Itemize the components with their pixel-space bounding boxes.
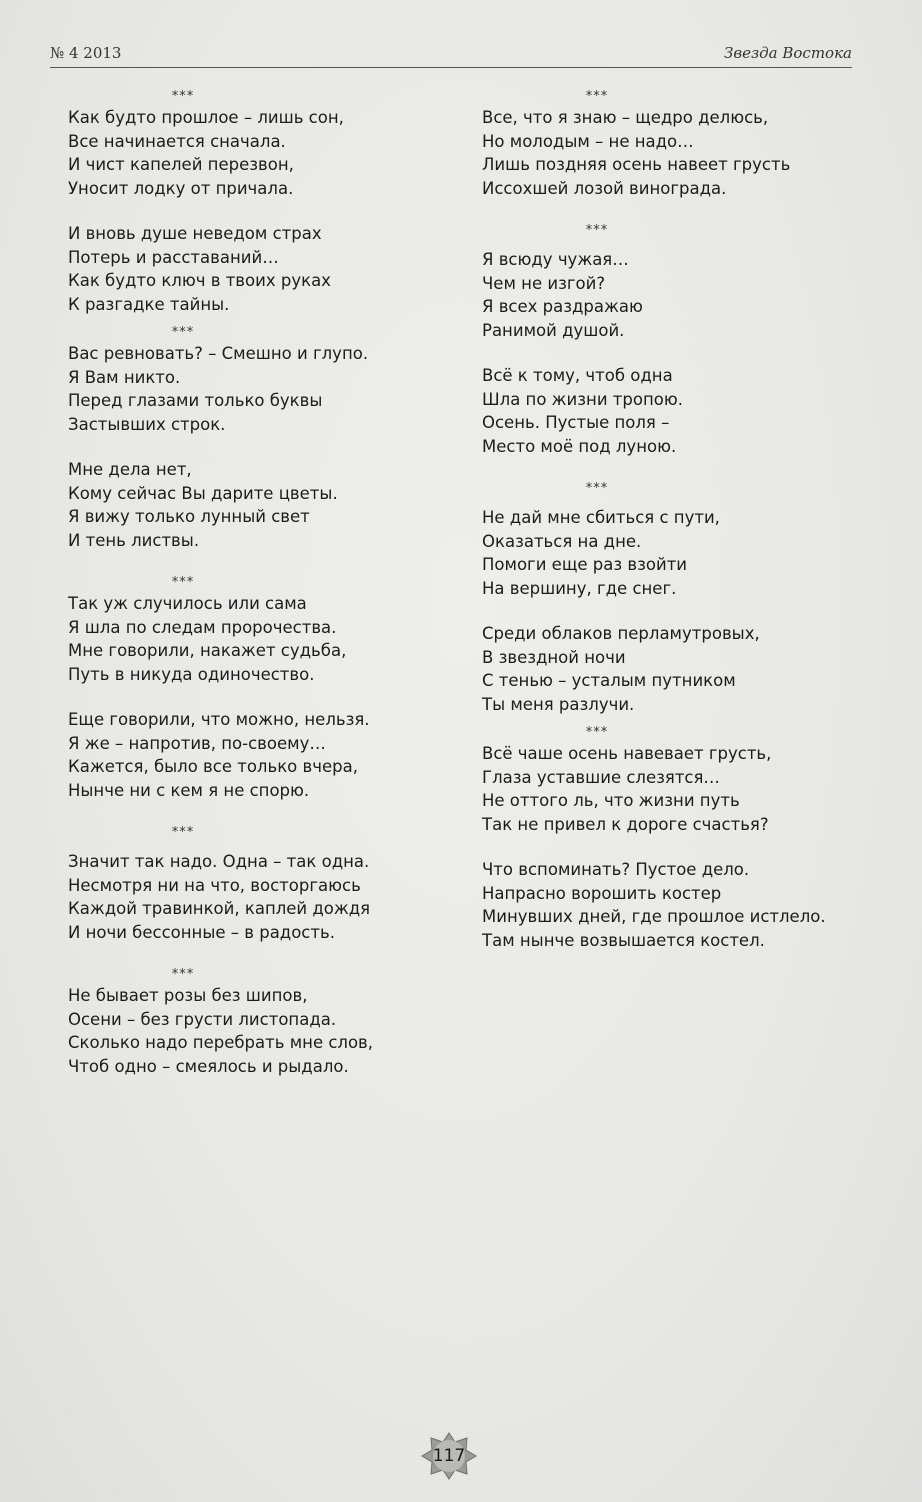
verse-line: Оказаться на дне. <box>482 531 642 551</box>
verse-line: Вас ревновать? – Смешно и глупо. <box>68 344 369 363</box>
verse-line: Напрасно ворошить костер <box>482 883 722 903</box>
stanza <box>482 742 862 836</box>
verse-line: Несмотря ни на что, восторгаюсь <box>68 875 361 895</box>
verse-line: Помоги еще раз взойти <box>482 555 688 574</box>
verse-line: С тенью – усталым путником <box>482 671 736 690</box>
verse-line: Я шла по следам пророчества. <box>68 617 337 637</box>
stanza <box>482 506 862 600</box>
running-header <box>50 38 852 68</box>
poem <box>482 88 862 200</box>
poem-separator: *** <box>171 575 195 590</box>
poem <box>68 88 448 316</box>
verse-line: Чтоб одно – смеялось и рыдало. <box>68 1056 349 1076</box>
poem-separator: *** <box>171 89 195 104</box>
stanza <box>482 622 862 716</box>
verse-line: Путь в никуда одиночество. <box>68 664 315 684</box>
verse-line: Застывших строк. <box>68 414 226 434</box>
verse-line: Еще говорили, что можно, нельзя. <box>68 710 370 729</box>
verse-line: Осень. Пустые поля – <box>482 413 670 432</box>
poem-separator: *** <box>585 89 609 104</box>
verse-line: В звездной ночи <box>482 647 626 667</box>
verse-line: Все, что я знаю – щедро делюсь, <box>482 108 769 127</box>
verse-line: Всё чаше осень навевает грусть, <box>482 744 772 763</box>
verse-line: Лишь поздняя осень навеет грусть <box>482 155 791 174</box>
verse-line: Всё к тому, чтоб одна <box>482 366 673 385</box>
poem-separator: *** <box>171 967 195 982</box>
stanza <box>68 458 448 552</box>
verse-line: Перед глазами только буквы <box>68 391 323 410</box>
verse-line: Все начинается сначала. <box>68 131 286 151</box>
verse-line: Там нынче возвышается костел. <box>482 930 765 950</box>
verse-line: Минувших дней, где прошлое истлело. <box>482 907 826 926</box>
verse-line: Потерь и расставаний… <box>68 247 279 267</box>
header-rule <box>50 67 852 68</box>
poem <box>68 574 448 802</box>
poem-separator: *** <box>585 481 609 496</box>
stanza <box>68 342 448 436</box>
poem <box>68 324 448 552</box>
verse-line: Так не привел к дороге счастья? <box>482 814 769 834</box>
verse-line: Я вижу только лунный свет <box>68 507 310 526</box>
verse-line: Уносит лодку от причала. <box>68 178 294 198</box>
verse-line: Место моё под луною. <box>482 436 677 456</box>
poem <box>68 966 448 1078</box>
page-number: 117 <box>432 1446 466 1466</box>
journal-title: Звезда Востока <box>724 44 852 62</box>
verse-line: Сколько надо перебрать мне слов, <box>68 1033 374 1052</box>
verse-line: Значит так надо. Одна – так одна. <box>68 852 370 871</box>
verse-line: Глаза уставшие слезятся… <box>482 767 720 787</box>
verse-line: И чист капелей перезвон, <box>68 155 294 174</box>
verse-line: Я всюду чужая… <box>482 250 629 269</box>
verse-line: Иссохшей лозой винограда. <box>482 178 727 198</box>
verse-line: На вершину, где снег. <box>482 578 677 598</box>
verse-line: Не бывает розы без шипов, <box>68 986 308 1005</box>
stanza <box>482 364 862 458</box>
verse-line: Как будто прошлое – лишь сон, <box>68 108 344 127</box>
poem <box>68 824 448 944</box>
verse-line: Я Вам никто. <box>68 367 181 387</box>
verse-line: К разгадке тайны. <box>68 294 230 314</box>
verse-line: Мне дела нет, <box>68 460 192 479</box>
verse-line: Я же – напротив, по-своему… <box>68 733 326 753</box>
poem <box>482 724 862 952</box>
verse-line: И тень листвы. <box>68 530 200 550</box>
verse-line: Чем не изгой? <box>482 273 606 293</box>
verse-line: Но молодым – не надо… <box>482 131 694 151</box>
verse-line: Кому сейчас Вы дарите цветы. <box>68 483 338 503</box>
stanza <box>68 850 448 944</box>
verse-line: Не оттого ль, что жизни путь <box>482 791 740 810</box>
verse-line: Так уж случилось или сама <box>68 594 307 613</box>
poem <box>482 222 862 458</box>
stanza <box>482 248 862 342</box>
verse-line: Ранимой душой. <box>482 320 625 340</box>
stanza <box>68 708 448 802</box>
verse-line: И ночи бессонные – в радость. <box>68 922 335 942</box>
stanza <box>68 984 448 1078</box>
verse-line: Нынче ни с кем я не спорю. <box>68 780 310 800</box>
left-column <box>68 88 448 1078</box>
stanza <box>68 106 448 200</box>
verse-line: Осени – без грусти листопада. <box>68 1009 337 1029</box>
verse-line: Каждой травинкой, каплей дождя <box>68 899 371 918</box>
verse-line: Как будто ключ в твоих руках <box>68 271 331 290</box>
right-column <box>482 88 862 952</box>
poem-separator: *** <box>585 223 609 238</box>
verse-line: Шла по жизни тропою. <box>482 389 683 409</box>
verse-line: Что вспоминать? Пустое дело. <box>482 860 750 879</box>
poem-separator: *** <box>171 325 195 340</box>
poem <box>482 480 862 716</box>
issue-number: № 4 2013 <box>50 44 122 62</box>
verse-line: Не дай мне сбиться с пути, <box>482 508 720 527</box>
verse-line: Среди облаков перламутровых, <box>482 624 760 643</box>
stanza <box>68 592 448 686</box>
stanza <box>482 106 862 200</box>
verse-line: Мне говорили, накажет судьба, <box>68 641 347 660</box>
stanza <box>482 858 862 952</box>
stanza <box>68 222 448 316</box>
verse-line: Ты меня разлучи. <box>482 694 635 714</box>
verse-line: Кажется, было все только вчера, <box>68 757 358 776</box>
page-number-badge <box>421 1432 477 1480</box>
verse-line: Я всех раздражаю <box>482 297 643 316</box>
poem-separator: *** <box>171 825 195 840</box>
poem-separator: *** <box>585 725 609 740</box>
verse-line: И вновь душе неведом страх <box>68 224 322 243</box>
